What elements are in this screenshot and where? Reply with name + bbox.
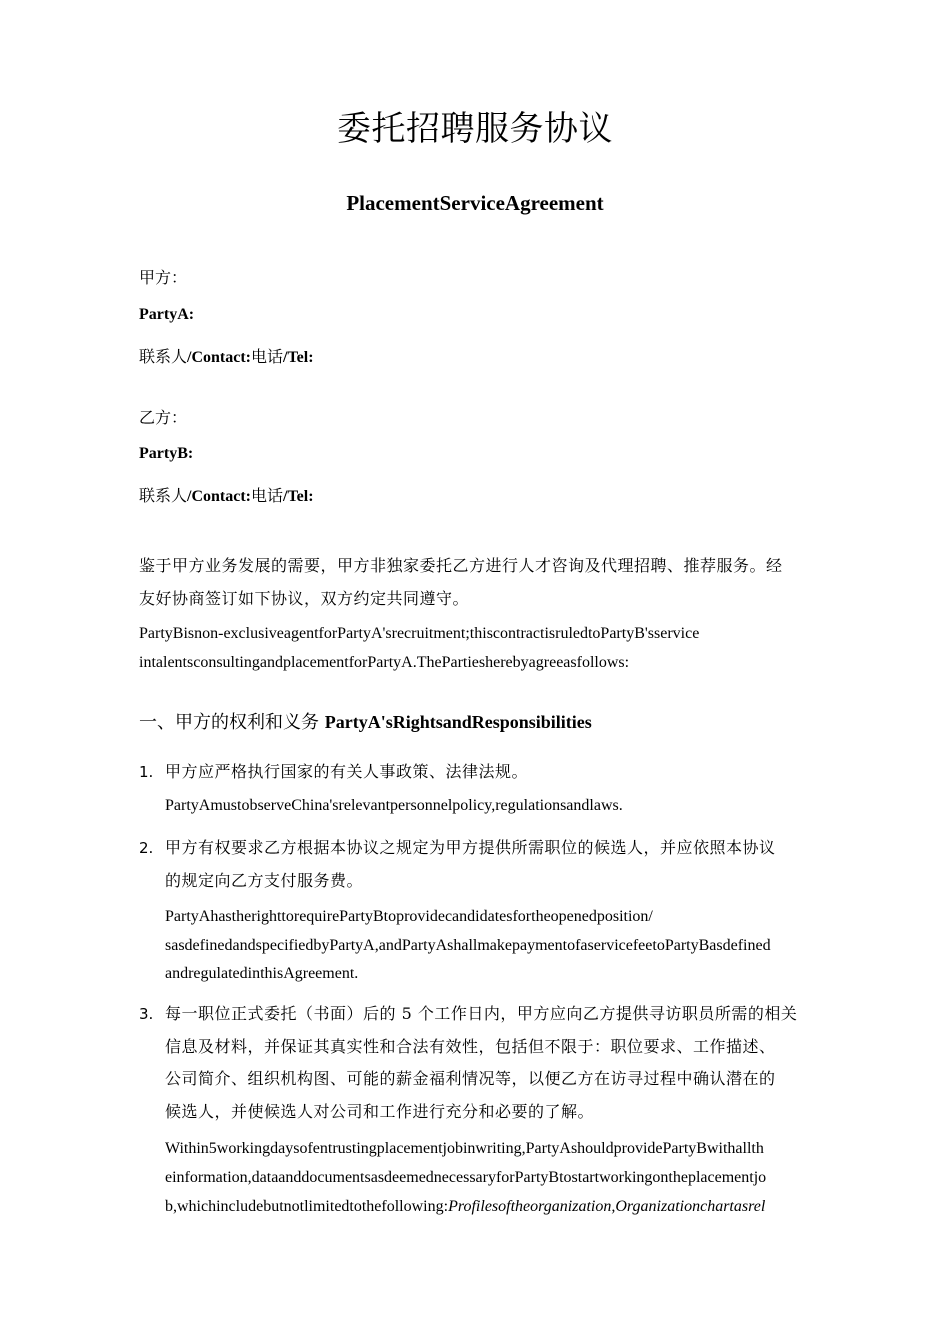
party-b-label-en: PartyB: [139,445,194,462]
party-a-tel-en: /Tel: [283,349,314,366]
item-2-cn-line-2: 的规定向乙方支付服务费。 [165,871,364,890]
item-3-cn-line-3: 公司简介、组织机构图、可能的薪金福利情况等，以便乙方在访寻过程中确认潜在的 [165,1069,776,1088]
item-3-cn-line-4: 候选人，并使候选人对公司和工作进行充分和必要的了解。 [165,1102,595,1121]
item-2-en-line-1: PartyAhastherighttorequirePartyBtoprovidecandidatesfortheopenedposition/ [165,908,653,925]
party-a-contact-cn: 联系人 [139,347,188,366]
title-chinese: 委托招聘服务协议 [337,109,613,149]
section-1-heading-en: PartyA'sRightsandResponsibilities [324,712,592,732]
item-2-number: 2. [139,839,154,857]
item-3-cn-line-2: 信息及材料，并保证其真实性和合法有效性，包括但不限于：职位要求、工作描述、 [165,1037,776,1056]
preamble-cn-line-2: 友好协商签订如下协议，双方约定共同遵守。 [139,589,470,608]
party-b-tel-cn: 电话 [251,486,284,505]
item-3-en-line-1: Within5workingdaysofentrustingplacementjobinwriting,PartyAshouldprovidePartyBwithallth [165,1140,764,1157]
item-2-en-line-3: andregulatedinthisAgreement. [165,965,359,982]
preamble-en-line-1: PartyBisnon-exclusiveagentforPartyA'srecruitment;thiscontractisruledtoPartyB'sservice [139,625,700,642]
item-2-cn-line-1: 甲方有权要求乙方根据本协议之规定为甲方提供所需职位的候选人，并应依照本协议 [165,838,776,857]
item-3-en-line-2: einformation,dataanddocumentsasdeemednecessaryforPartyBtostartworkingontheplacementjo [165,1169,767,1186]
item-1-cn-line-1: 甲方应严格执行国家的有关人事政策、法律法规。 [165,762,529,781]
party-a-tel-cn: 电话 [251,347,284,366]
preamble-cn-line-1: 鉴于甲方业务发展的需要，甲方非独家委托乙方进行人才咨询及代理招聘、推荐服务。经 [139,556,783,575]
item-1-en-line-1: PartyAmustobserveChina'srelevantpersonnelpolicy,regulationsandlaws. [165,797,623,814]
item-3-en-line-3-text: b,whichincludebutnotlimitedtothefollowing: [165,1198,449,1215]
party-b-label-cn: 乙方： [139,408,188,427]
party-a-label-en: PartyA: [139,306,195,323]
item-2-en-line-2: sasdefinedandspecifiedbyPartyA,andPartyAshallmakepaymentofaservicefeetoPartyBasdefined [165,937,771,954]
party-b-tel-en: /Tel: [283,488,314,505]
item-3-cn-line-1: 每一职位正式委托（书面）后的 5 个工作日内，甲方应向乙方提供寻访职员所需的相关 [165,1004,798,1023]
party-a-label-cn: 甲方： [139,268,188,287]
section-1-heading-cn: 一、甲方的权利和义务 [139,712,319,733]
party-b-contact-en: /Contact: [187,488,251,505]
item-3-en-line-3 [165,1195,765,1219]
item-1-number: 1. [139,763,154,781]
item-3-en-line-3-italic: Profilesoftheorganization,Organizationchartasrel [448,1198,766,1215]
party-a-contact-en: /Contact: [187,349,251,366]
item-3-number: 3. [139,1005,154,1023]
party-b-contact-line [139,484,314,509]
title-english: PlacementServiceAgreement [346,191,604,215]
party-a-contact-line [139,345,314,370]
section-1-heading [139,709,592,736]
party-b-contact-cn: 联系人 [139,486,188,505]
preamble-en-line-2: intalentsconsultingandplacementforPartyA.ThePartiesherebyagreeasfollows: [139,654,630,671]
